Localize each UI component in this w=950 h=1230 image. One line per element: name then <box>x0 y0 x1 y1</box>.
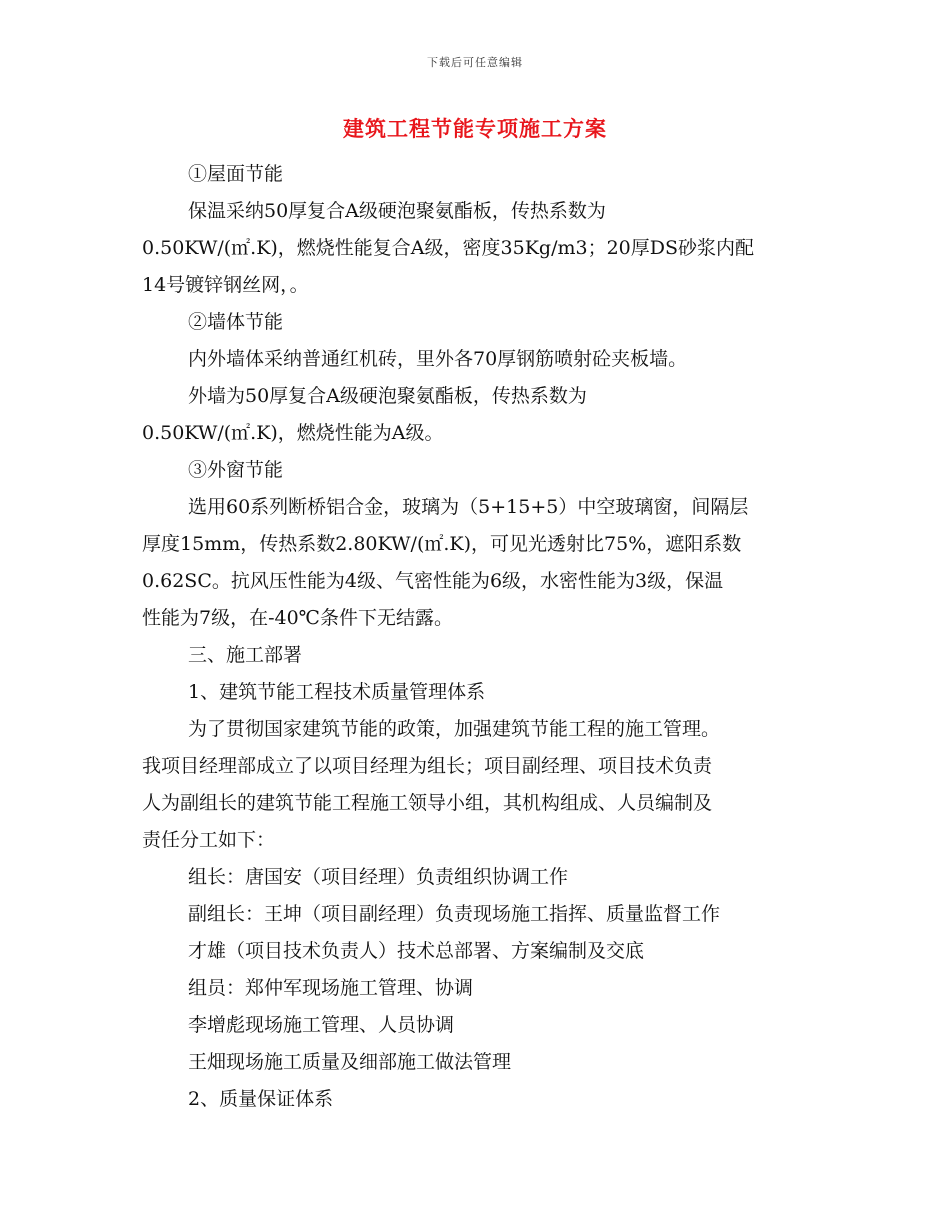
paragraph-line: 王畑现场施工质量及细部施工做法管理 <box>188 1051 512 1073</box>
paragraph-line: 2、质量保证体系 <box>188 1088 334 1110</box>
paragraph-line: ①屋面节能 <box>188 163 284 185</box>
paragraph-line: 李增彪现场施工管理、人员协调 <box>188 1014 455 1036</box>
paragraph-line: 组员：郑仲军现场施工管理、协调 <box>188 977 474 999</box>
paragraph-line: 0.50KW/(㎡.K)，燃烧性能为A级。 <box>142 422 444 444</box>
document-title: 建筑工程节能专项施工方案 <box>343 116 607 141</box>
paragraph-line: 0.62SC。抗风压性能为4级、气密性能为6级，水密性能为3级，保温 <box>142 570 724 592</box>
paragraph-line: ②墙体节能 <box>188 311 284 333</box>
paragraph-line: 外墙为50厚复合A级硬泡聚氨酯板，传热系数为 <box>188 385 587 407</box>
paragraph-line: 厚度15mm，传热系数2.80KW/(㎡.K)，可见光透射比75%，遮阳系数 <box>142 533 742 555</box>
paragraph-line: 为了贯彻国家建筑节能的政策，加强建筑节能工程的施工管理。 <box>188 718 721 740</box>
paragraph-line: 副组长：王坤（项目副经理）负责现场施工指挥、质量监督工作 <box>188 903 721 925</box>
header-note: 下载后可任意编辑 <box>427 56 523 69</box>
paragraph-line: 责任分工如下： <box>142 829 276 851</box>
paragraph-line: 三、施工部署 <box>188 644 303 666</box>
paragraph-line: 0.50KW/(㎡.K)，燃烧性能复合A级，密度35Kg/m3；20厚DS砂浆内配 <box>142 237 754 259</box>
document-body <box>142 156 822 1118</box>
paragraph-line: 保温采纳50厚复合A级硬泡聚氨酯板，传热系数为 <box>188 200 606 222</box>
paragraph-line: 人为副组长的建筑节能工程施工领导小组，其机构组成、人员编制及 <box>142 792 713 814</box>
paragraph-line: 14号镀锌钢丝网，。 <box>142 274 309 296</box>
paragraph-line: 1、建筑节能工程技术质量管理体系 <box>188 681 486 703</box>
paragraph-line: 内外墙体采纳普通红机砖，里外各70厚钢筋喷射砼夹板墙。 <box>188 348 688 370</box>
paragraph-line: 性能为7级，在-40℃条件下无结露。 <box>142 607 453 629</box>
paragraph-line: 选用60系列断桥铝合金，玻璃为（5+15+5）中空玻璃窗，间隔层 <box>188 496 749 518</box>
paragraph-line: 组长：唐国安（项目经理）负责组织协调工作 <box>188 866 569 888</box>
paragraph-line: 我项目经理部成立了以项目经理为组长；项目副经理、项目技术负责 <box>142 755 713 777</box>
paragraph-line: ③外窗节能 <box>188 459 284 481</box>
paragraph-line: 才雄（项目技术负责人）技术总部署、方案编制及交底 <box>188 940 645 962</box>
